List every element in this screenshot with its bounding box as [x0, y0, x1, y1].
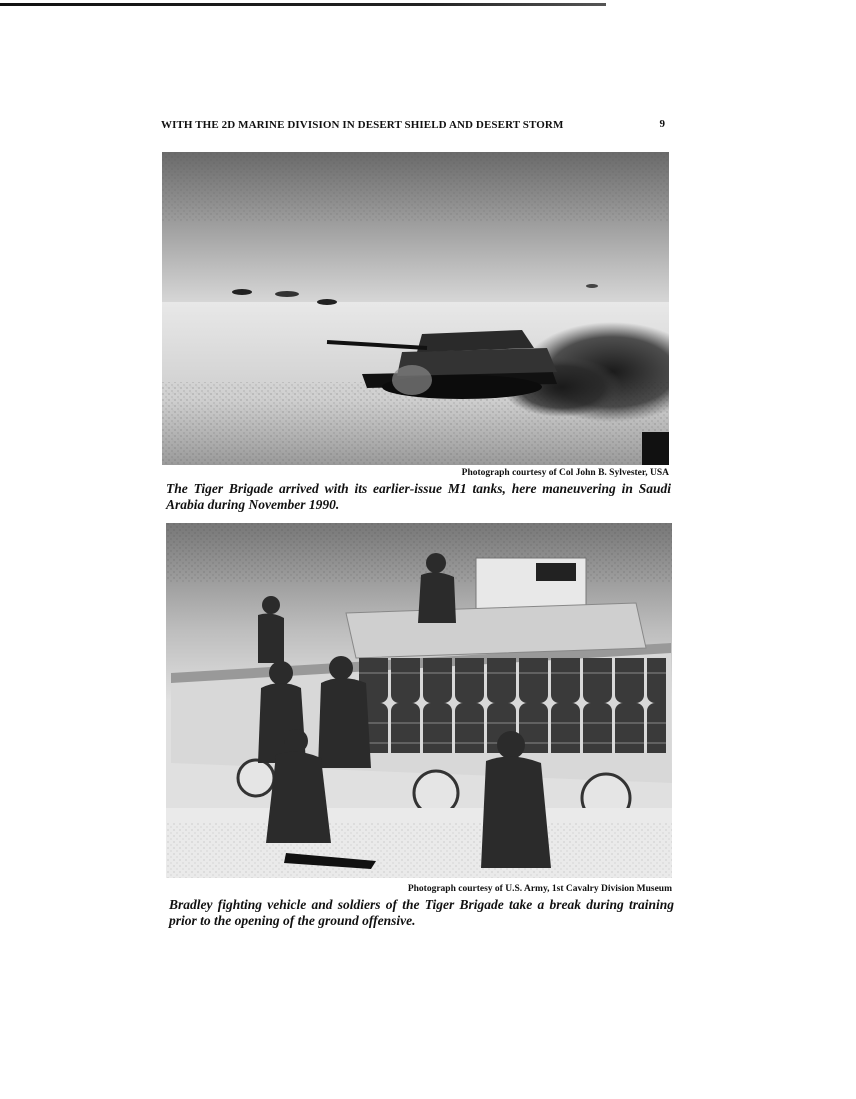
figure-caption: Bradley fighting vehicle and soldiers of the Tiger Brigade take a break during training prior to the opening of the ground offensive.	[169, 897, 674, 928]
bradley-soldiers-photo	[166, 523, 672, 878]
figure-caption: The Tiger Brigade arrived with its earlier-issue M1 tanks, here maneuvering in Saudi Arabia during November 1990.	[166, 481, 671, 512]
running-head-title: WITH THE 2D MARINE DIVISION IN DESERT SHIELD AND DESERT STORM	[161, 119, 564, 131]
photo-credit: Photograph courtesy of U.S. Army, 1st Cavalry Division Museum	[407, 884, 672, 894]
photo-credit: Photograph courtesy of Col John B. Sylvester, USA	[461, 468, 669, 478]
tank-photo-illustration	[162, 152, 669, 465]
page-number: 9	[659, 118, 665, 130]
running-head	[161, 119, 671, 135]
scan-edge-rule	[0, 3, 606, 6]
tank-photo	[162, 152, 669, 465]
bradley-photo-illustration	[166, 523, 672, 878]
